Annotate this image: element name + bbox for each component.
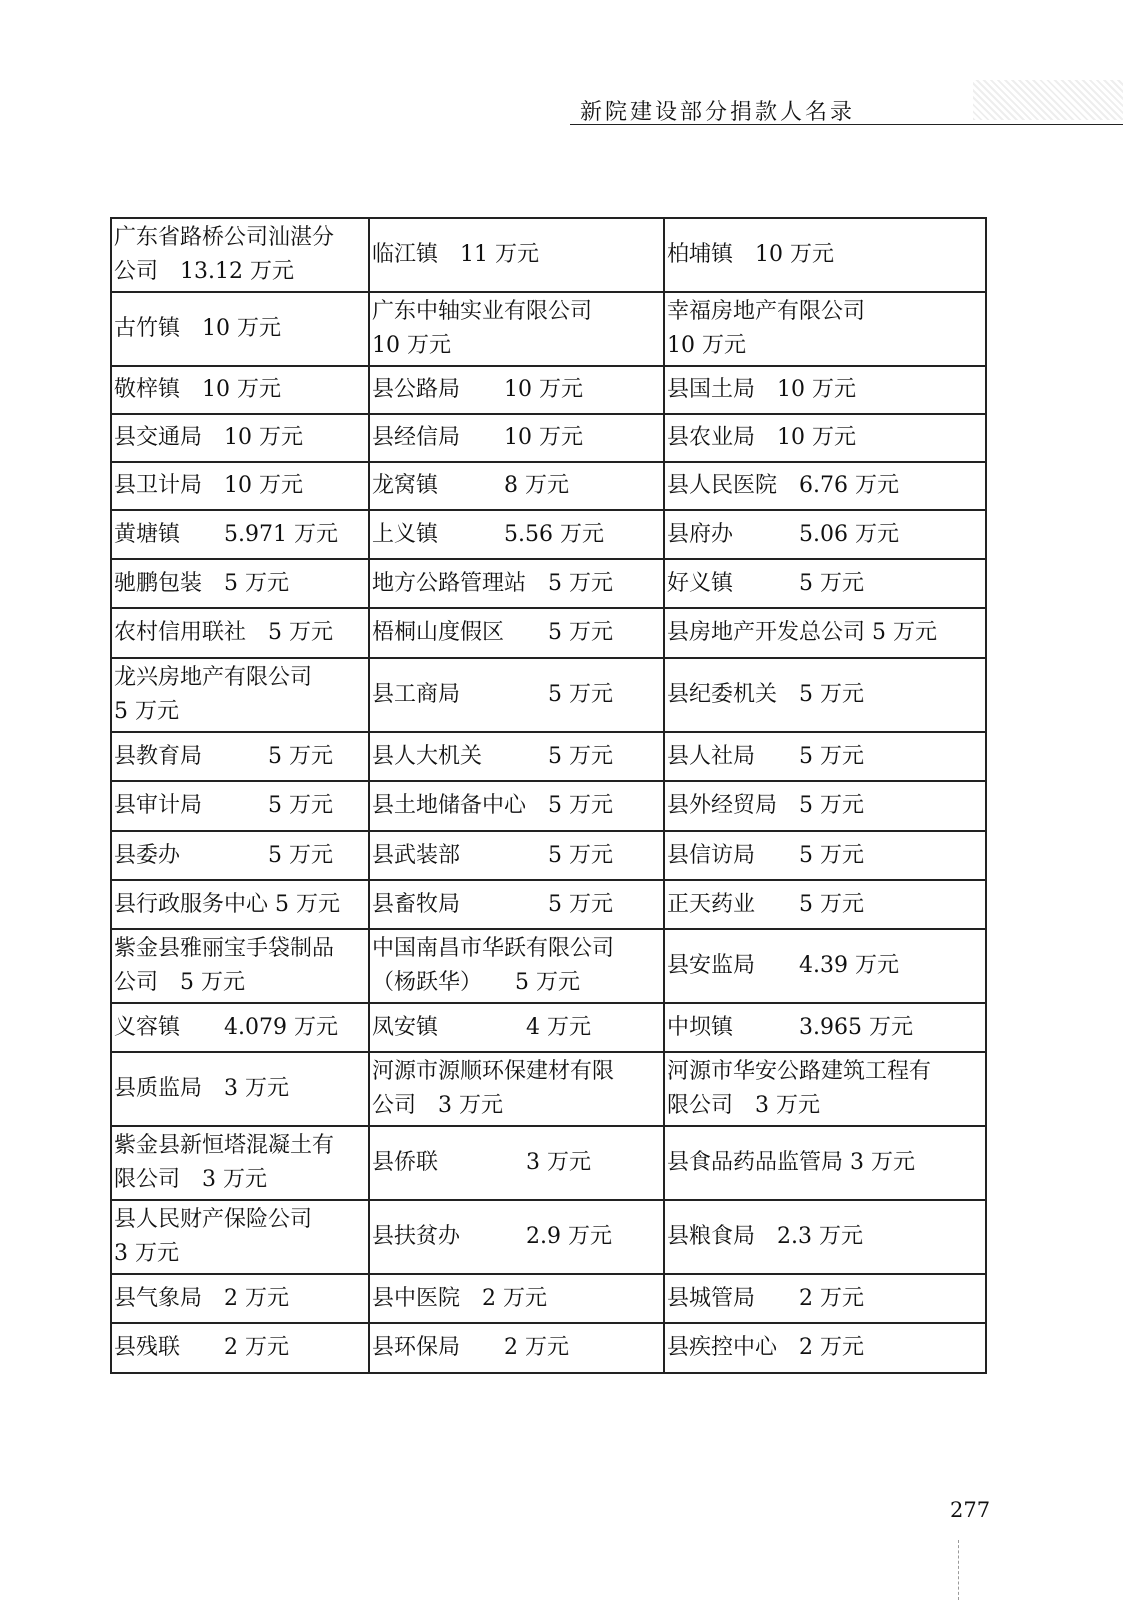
- table-row: [111, 366, 986, 414]
- table-row: [111, 1126, 986, 1200]
- donor-cell: 龙兴房地产有限公司 5 万元: [111, 658, 369, 732]
- donor-cell: 县武装部 5 万元: [369, 831, 664, 880]
- donor-cell: 县土地储备中心 5 万元: [369, 781, 664, 831]
- table-row: [111, 1323, 986, 1373]
- donor-cell: 好义镇 5 万元: [664, 559, 986, 608]
- donor-cell: 龙窝镇 8 万元: [369, 462, 664, 510]
- donor-cell: 县公路局 10 万元: [369, 366, 664, 414]
- donor-cell: 县中医院 2 万元: [369, 1274, 664, 1323]
- table-row: [111, 414, 986, 462]
- donor-table-body: [111, 218, 986, 1373]
- donor-cell: 县交通局 10 万元: [111, 414, 369, 462]
- donor-cell: 县人大机关 5 万元: [369, 732, 664, 781]
- donor-cell: 县粮食局 2.3 万元: [664, 1200, 986, 1274]
- donor-cell: 县卫计局 10 万元: [111, 462, 369, 510]
- donor-cell: 县委办 5 万元: [111, 831, 369, 880]
- donor-cell: 柏埔镇 10 万元: [664, 218, 986, 292]
- donor-cell: 中国南昌市华跃有限公司 （杨跃华） 5 万元: [369, 929, 664, 1003]
- table-row: [111, 1003, 986, 1052]
- donor-cell: 县信访局 5 万元: [664, 831, 986, 880]
- table-row: [111, 510, 986, 559]
- donor-cell: 县食品药品监管局 3 万元: [664, 1126, 986, 1200]
- table-row: [111, 462, 986, 510]
- donor-cell: 广东中轴实业有限公司 10 万元: [369, 292, 664, 366]
- table-row: [111, 880, 986, 929]
- donor-cell: 梧桐山度假区 5 万元: [369, 608, 664, 658]
- donor-cell: 河源市源顺环保建材有限 公司 3 万元: [369, 1052, 664, 1126]
- donor-cell: 县疾控中心 2 万元: [664, 1323, 986, 1373]
- table-row: [111, 292, 986, 366]
- table-row: [111, 831, 986, 880]
- table-row: [111, 658, 986, 732]
- table-row: [111, 218, 986, 292]
- donor-cell: 正天药业 5 万元: [664, 880, 986, 929]
- donor-cell: 河源市华安公路建筑工程有 限公司 3 万元: [664, 1052, 986, 1126]
- donor-cell: 县人社局 5 万元: [664, 732, 986, 781]
- donor-cell: 县行政服务中心 5 万元: [111, 880, 369, 929]
- table-row: [111, 608, 986, 658]
- table-row: [111, 732, 986, 781]
- table-row: [111, 781, 986, 831]
- donor-cell: 县教育局 5 万元: [111, 732, 369, 781]
- donor-cell: 驰鹏包装 5 万元: [111, 559, 369, 608]
- donor-cell: 幸福房地产有限公司 10 万元: [664, 292, 986, 366]
- donor-cell: 黄塘镇 5.971 万元: [111, 510, 369, 559]
- scan-noise: [973, 80, 1123, 120]
- donor-cell: 县侨联 3 万元: [369, 1126, 664, 1200]
- donor-cell: 敬梓镇 10 万元: [111, 366, 369, 414]
- donor-cell: 县质监局 3 万元: [111, 1052, 369, 1126]
- donor-cell: 县工商局 5 万元: [369, 658, 664, 732]
- table-row: [111, 1200, 986, 1274]
- donor-cell: 县审计局 5 万元: [111, 781, 369, 831]
- donor-cell: 县残联 2 万元: [111, 1323, 369, 1373]
- donor-cell: 中坝镇 3.965 万元: [664, 1003, 986, 1052]
- donor-cell: 县经信局 10 万元: [369, 414, 664, 462]
- table-row: [111, 1274, 986, 1323]
- donor-cell: 县国土局 10 万元: [664, 366, 986, 414]
- donor-cell: 县人民医院 6.76 万元: [664, 462, 986, 510]
- donor-table: [110, 217, 987, 1374]
- scan-edge-mark: [958, 1540, 959, 1600]
- page-number: 277: [950, 1498, 991, 1522]
- donor-cell: 县外经贸局 5 万元: [664, 781, 986, 831]
- donor-cell: 县纪委机关 5 万元: [664, 658, 986, 732]
- donor-cell: 县畜牧局 5 万元: [369, 880, 664, 929]
- donor-cell: 县人民财产保险公司 3 万元: [111, 1200, 369, 1274]
- donor-cell: 紫金县雅丽宝手袋制品 公司 5 万元: [111, 929, 369, 1003]
- donor-cell: 义容镇 4.079 万元: [111, 1003, 369, 1052]
- donor-cell: 县环保局 2 万元: [369, 1323, 664, 1373]
- donor-cell: 县气象局 2 万元: [111, 1274, 369, 1323]
- table-row: [111, 929, 986, 1003]
- donor-cell: 县府办 5.06 万元: [664, 510, 986, 559]
- table-row: [111, 559, 986, 608]
- donor-cell: 县扶贫办 2.9 万元: [369, 1200, 664, 1274]
- donor-cell: 县安监局 4.39 万元: [664, 929, 986, 1003]
- header-rule: [570, 124, 1123, 125]
- donor-cell: 农村信用联社 5 万元: [111, 608, 369, 658]
- donor-cell: 地方公路管理站 5 万元: [369, 559, 664, 608]
- donor-cell: 广东省路桥公司汕湛分 公司 13.12 万元: [111, 218, 369, 292]
- donor-cell: 县城管局 2 万元: [664, 1274, 986, 1323]
- table-row: [111, 1052, 986, 1126]
- donor-cell: 县房地产开发总公司 5 万元: [664, 608, 986, 658]
- donor-cell: 临江镇 11 万元: [369, 218, 664, 292]
- donor-cell: 古竹镇 10 万元: [111, 292, 369, 366]
- donor-cell: 凤安镇 4 万元: [369, 1003, 664, 1052]
- page-header-title: 新院建设部分捐款人名录: [580, 100, 856, 125]
- donor-cell: 县农业局 10 万元: [664, 414, 986, 462]
- donor-cell: 紫金县新恒塔混凝土有 限公司 3 万元: [111, 1126, 369, 1200]
- donor-cell: 上义镇 5.56 万元: [369, 510, 664, 559]
